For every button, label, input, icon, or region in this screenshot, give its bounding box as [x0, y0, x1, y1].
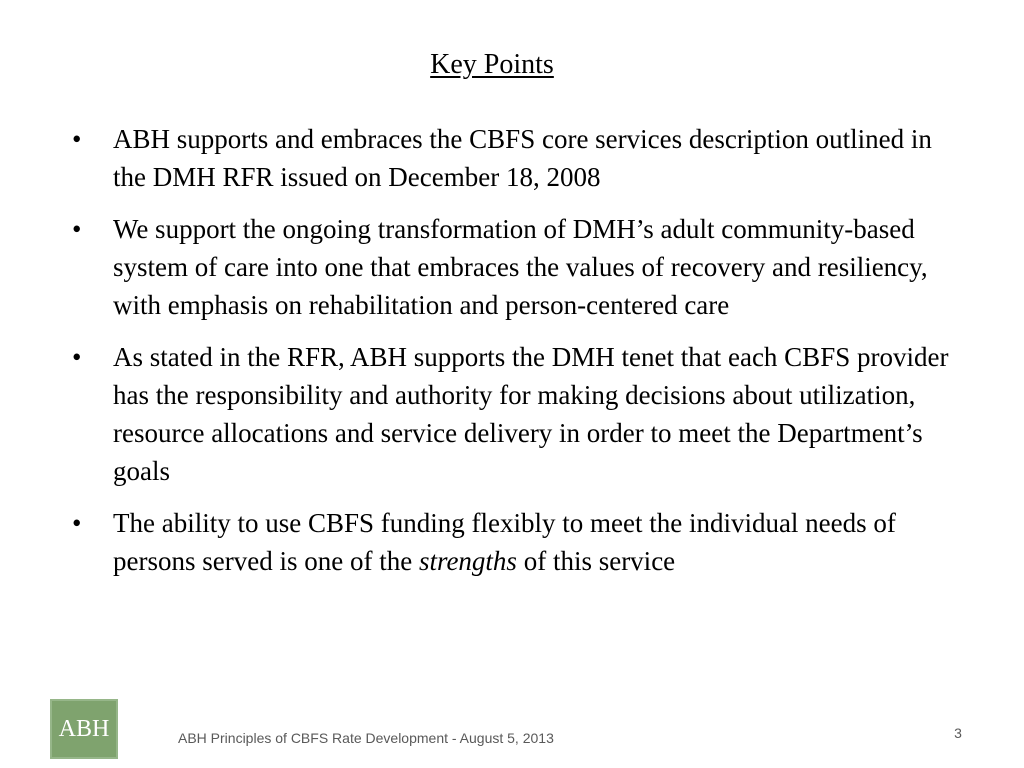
footer-text: ABH Principles of CBFS Rate Development - August 5, 2013 [178, 730, 554, 746]
logo-text: ABH [58, 715, 110, 742]
bullet-text: ABH supports and embraces the CBFS core services description outlined in the DMH RFR issued on December 18, 2008 [113, 124, 932, 192]
bullet-item [72, 504, 962, 580]
bullet-text [113, 508, 896, 576]
bullet-text-emphasis: strengths [418, 546, 517, 576]
page-number: 3 [954, 725, 962, 741]
bullet-icon: • [72, 508, 82, 538]
bullet-text: We support the ongoing transformation of DMH’s adult community-based system of care into one that embraces the values of recovery and resiliency, with emphasis on rehabilitation and person-centered care [113, 214, 928, 320]
bullet-text-after: of this service [516, 546, 676, 576]
bullet-item [72, 210, 962, 324]
abh-logo [50, 699, 118, 759]
bullet-icon: • [72, 342, 82, 372]
bullet-item [72, 338, 962, 490]
bullet-icon: • [72, 124, 82, 154]
bullet-text-before: The ability to use CBFS funding flexibly to meet the individual needs of persons served is one of the [113, 508, 896, 576]
bullet-item [72, 120, 962, 196]
bullet-list [72, 120, 962, 594]
bullet-icon: • [72, 214, 82, 244]
bullet-text: As stated in the RFR, ABH supports the DMH tenet that each CBFS provider has the responsibility and authority for making decisions about utilization, resource allocations and service delivery in order to meet the Department’s goals [113, 342, 949, 486]
slide-title: Key Points [430, 49, 554, 80]
